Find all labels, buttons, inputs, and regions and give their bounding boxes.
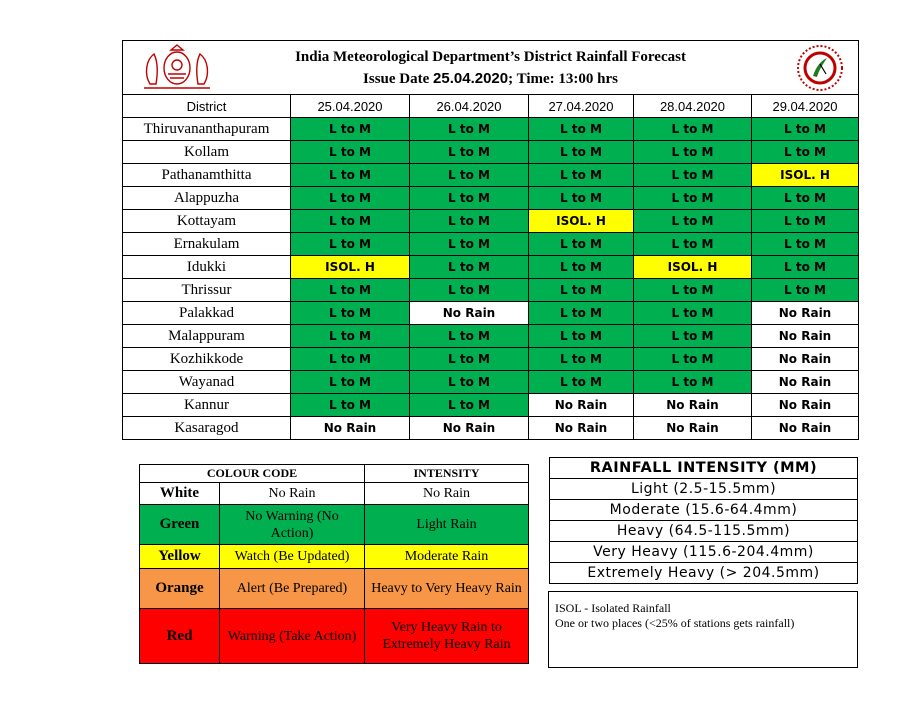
legend-code: Watch (Be Updated): [220, 545, 365, 569]
forecast-cell: L to M: [291, 348, 410, 371]
district-row: [123, 187, 859, 210]
forecast-cell: L to M: [529, 348, 634, 371]
district-row: [123, 371, 859, 394]
forecast-cell: No Rain: [752, 417, 859, 440]
forecast-cell: L to M: [529, 187, 634, 210]
forecast-cell: L to M: [752, 118, 859, 141]
forecast-cell: L to M: [752, 210, 859, 233]
forecast-cell: No Rain: [752, 371, 859, 394]
forecast-cell: L to M: [634, 210, 752, 233]
legend-color-name: Red: [140, 609, 220, 664]
forecast-cell: L to M: [410, 348, 529, 371]
issue-line: [123, 68, 858, 90]
legend-code: Alert (Be Prepared): [220, 569, 365, 609]
rainfall-intensity-table: [549, 457, 858, 584]
intensity-row: [550, 479, 858, 500]
intensity-heavy: Heavy (64.5-115.5mm): [550, 521, 858, 542]
forecast-cell: L to M: [410, 118, 529, 141]
forecast-cell: L to M: [291, 394, 410, 417]
legend-row-red: [140, 609, 529, 664]
forecast-cell: L to M: [634, 118, 752, 141]
forecast-cell: ISOL. H: [291, 256, 410, 279]
forecast-table: [122, 40, 859, 440]
legend-intensity: Heavy to Very Heavy Rain: [365, 569, 529, 609]
legend-intensity: Light Rain: [365, 505, 529, 545]
issue-time: ; Time: 13:00 hrs: [508, 70, 618, 87]
forecast-cell: L to M: [291, 187, 410, 210]
forecast-cell: L to M: [410, 256, 529, 279]
district-row: [123, 348, 859, 371]
legend-colour-code-header: COLOUR CODE: [140, 465, 365, 483]
district-name: Malappuram: [123, 325, 291, 348]
isol-note-line1: ISOL - Isolated Rainfall: [555, 601, 671, 615]
legend-intensity-header: INTENSITY: [365, 465, 529, 483]
forecast-cell: L to M: [634, 141, 752, 164]
forecast-cell: L to M: [410, 325, 529, 348]
district-row: [123, 141, 859, 164]
column-header-row: [123, 95, 859, 118]
forecast-cell: L to M: [634, 164, 752, 187]
forecast-cell: L to M: [291, 325, 410, 348]
date-column-header: 27.04.2020: [529, 95, 634, 118]
district-row: [123, 279, 859, 302]
intensity-row: [550, 521, 858, 542]
legend-intensity: No Rain: [365, 483, 529, 505]
district-name: Kasaragod: [123, 417, 291, 440]
district-name: Wayanad: [123, 371, 291, 394]
isol-note-box: [548, 591, 858, 668]
legend-code: Warning (Take Action): [220, 609, 365, 664]
district-row: [123, 233, 859, 256]
district-row: [123, 394, 859, 417]
forecast-cell: L to M: [752, 187, 859, 210]
legend-intensity: Moderate Rain: [365, 545, 529, 569]
district-name: Kollam: [123, 141, 291, 164]
intensity-row: [550, 500, 858, 521]
intensity-very-heavy: Very Heavy (115.6-204.4mm): [550, 542, 858, 563]
forecast-cell: L to M: [291, 233, 410, 256]
forecast-cell: L to M: [634, 325, 752, 348]
forecast-cell: L to M: [410, 394, 529, 417]
forecast-cell: L to M: [291, 118, 410, 141]
forecast-cell: L to M: [752, 256, 859, 279]
forecast-cell: L to M: [529, 164, 634, 187]
intensity-row: [550, 542, 858, 563]
district-column-header: District: [123, 95, 291, 118]
legend-color-name: Yellow: [140, 545, 220, 569]
forecast-cell: L to M: [291, 371, 410, 394]
forecast-cell: L to M: [291, 302, 410, 325]
forecast-cell: L to M: [529, 371, 634, 394]
forecast-cell: No Rain: [752, 348, 859, 371]
legend-row-orange: [140, 569, 529, 609]
forecast-cell: L to M: [410, 371, 529, 394]
forecast-cell: No Rain: [634, 394, 752, 417]
forecast-cell: L to M: [410, 279, 529, 302]
forecast-cell: L to M: [291, 210, 410, 233]
issue-date: 25.04.2020: [433, 69, 509, 87]
forecast-cell: L to M: [529, 141, 634, 164]
date-column-header: 26.04.2020: [410, 95, 529, 118]
forecast-cell: L to M: [410, 210, 529, 233]
imd-logo-icon: [796, 44, 844, 92]
legend-color-name: Green: [140, 505, 220, 545]
legend-code: No Rain: [220, 483, 365, 505]
district-name: Kannur: [123, 394, 291, 417]
forecast-cell: L to M: [291, 141, 410, 164]
legend-color-name: White: [140, 483, 220, 505]
district-name: Kozhikkode: [123, 348, 291, 371]
district-name: Pathanamthitta: [123, 164, 291, 187]
forecast-cell: L to M: [529, 118, 634, 141]
forecast-cell: L to M: [752, 141, 859, 164]
intensity-light: Light (2.5-15.5mm): [550, 479, 858, 500]
district-row: [123, 325, 859, 348]
forecast-cell: L to M: [291, 164, 410, 187]
forecast-cell: No Rain: [529, 417, 634, 440]
district-name: Palakkad: [123, 302, 291, 325]
forecast-cell: No Rain: [529, 394, 634, 417]
forecast-cell: ISOL. H: [752, 164, 859, 187]
date-column-header: 25.04.2020: [291, 95, 410, 118]
isol-note-line2: One or two places (<25% of stations gets rainfall): [555, 616, 795, 630]
forecast-cell: No Rain: [410, 417, 529, 440]
legend-row-green: [140, 505, 529, 545]
title-line1: India Meteorological Department’s District Rainfall Forecast: [295, 48, 686, 65]
district-row: [123, 256, 859, 279]
legend-row-white: [140, 483, 529, 505]
forecast-cell: ISOL. H: [634, 256, 752, 279]
kerala-emblem-icon: [140, 44, 214, 90]
legend-row-yellow: [140, 545, 529, 569]
district-name: Ernakulam: [123, 233, 291, 256]
forecast-cell: L to M: [529, 233, 634, 256]
district-name: Thrissur: [123, 279, 291, 302]
forecast-cell: L to M: [634, 233, 752, 256]
title-cell: [123, 41, 859, 95]
district-name: Thiruvananthapuram: [123, 118, 291, 141]
forecast-cell: L to M: [410, 187, 529, 210]
legend-intensity: Very Heavy Rain to Extremely Heavy Rain: [365, 609, 529, 664]
forecast-cell: L to M: [529, 302, 634, 325]
district-row: [123, 164, 859, 187]
forecast-cell: L to M: [410, 233, 529, 256]
title-row: [123, 41, 859, 95]
intensity-row: [550, 563, 858, 584]
intensity-title: RAINFALL INTENSITY (MM): [550, 458, 858, 479]
legend-header-row: [140, 465, 529, 483]
district-name: Kottayam: [123, 210, 291, 233]
forecast-cell: No Rain: [752, 302, 859, 325]
legend-color-name: Orange: [140, 569, 220, 609]
forecast-cell: L to M: [752, 233, 859, 256]
intensity-moderate: Moderate (15.6-64.4mm): [550, 500, 858, 521]
forecast-cell: L to M: [752, 279, 859, 302]
forecast-cell: L to M: [529, 256, 634, 279]
forecast-cell: L to M: [634, 279, 752, 302]
forecast-cell: ISOL. H: [529, 210, 634, 233]
forecast-cell: L to M: [634, 371, 752, 394]
forecast-cell: L to M: [634, 348, 752, 371]
forecast-cell: L to M: [410, 141, 529, 164]
date-column-header: 29.04.2020: [752, 95, 859, 118]
district-row: [123, 210, 859, 233]
forecast-cell: No Rain: [634, 417, 752, 440]
forecast-cell: No Rain: [410, 302, 529, 325]
forecast-cell: L to M: [529, 279, 634, 302]
intensity-extremely-heavy: Extremely Heavy (> 204.5mm): [550, 563, 858, 584]
legend-code: No Warning (No Action): [220, 505, 365, 545]
date-column-header: 28.04.2020: [634, 95, 752, 118]
forecast-cell: L to M: [634, 302, 752, 325]
intensity-header-row: [550, 458, 858, 479]
forecast-cell: L to M: [634, 187, 752, 210]
forecast-cell: No Rain: [291, 417, 410, 440]
forecast-cell: No Rain: [752, 394, 859, 417]
issue-label: Issue Date: [363, 70, 430, 87]
forecast-cell: L to M: [291, 279, 410, 302]
colour-code-legend: [139, 464, 529, 664]
district-row: [123, 417, 859, 440]
district-name: Idukki: [123, 256, 291, 279]
district-row: [123, 302, 859, 325]
forecast-cell: L to M: [410, 164, 529, 187]
district-name: Alappuzha: [123, 187, 291, 210]
forecast-cell: L to M: [529, 325, 634, 348]
district-row: [123, 118, 859, 141]
forecast-cell: No Rain: [752, 325, 859, 348]
